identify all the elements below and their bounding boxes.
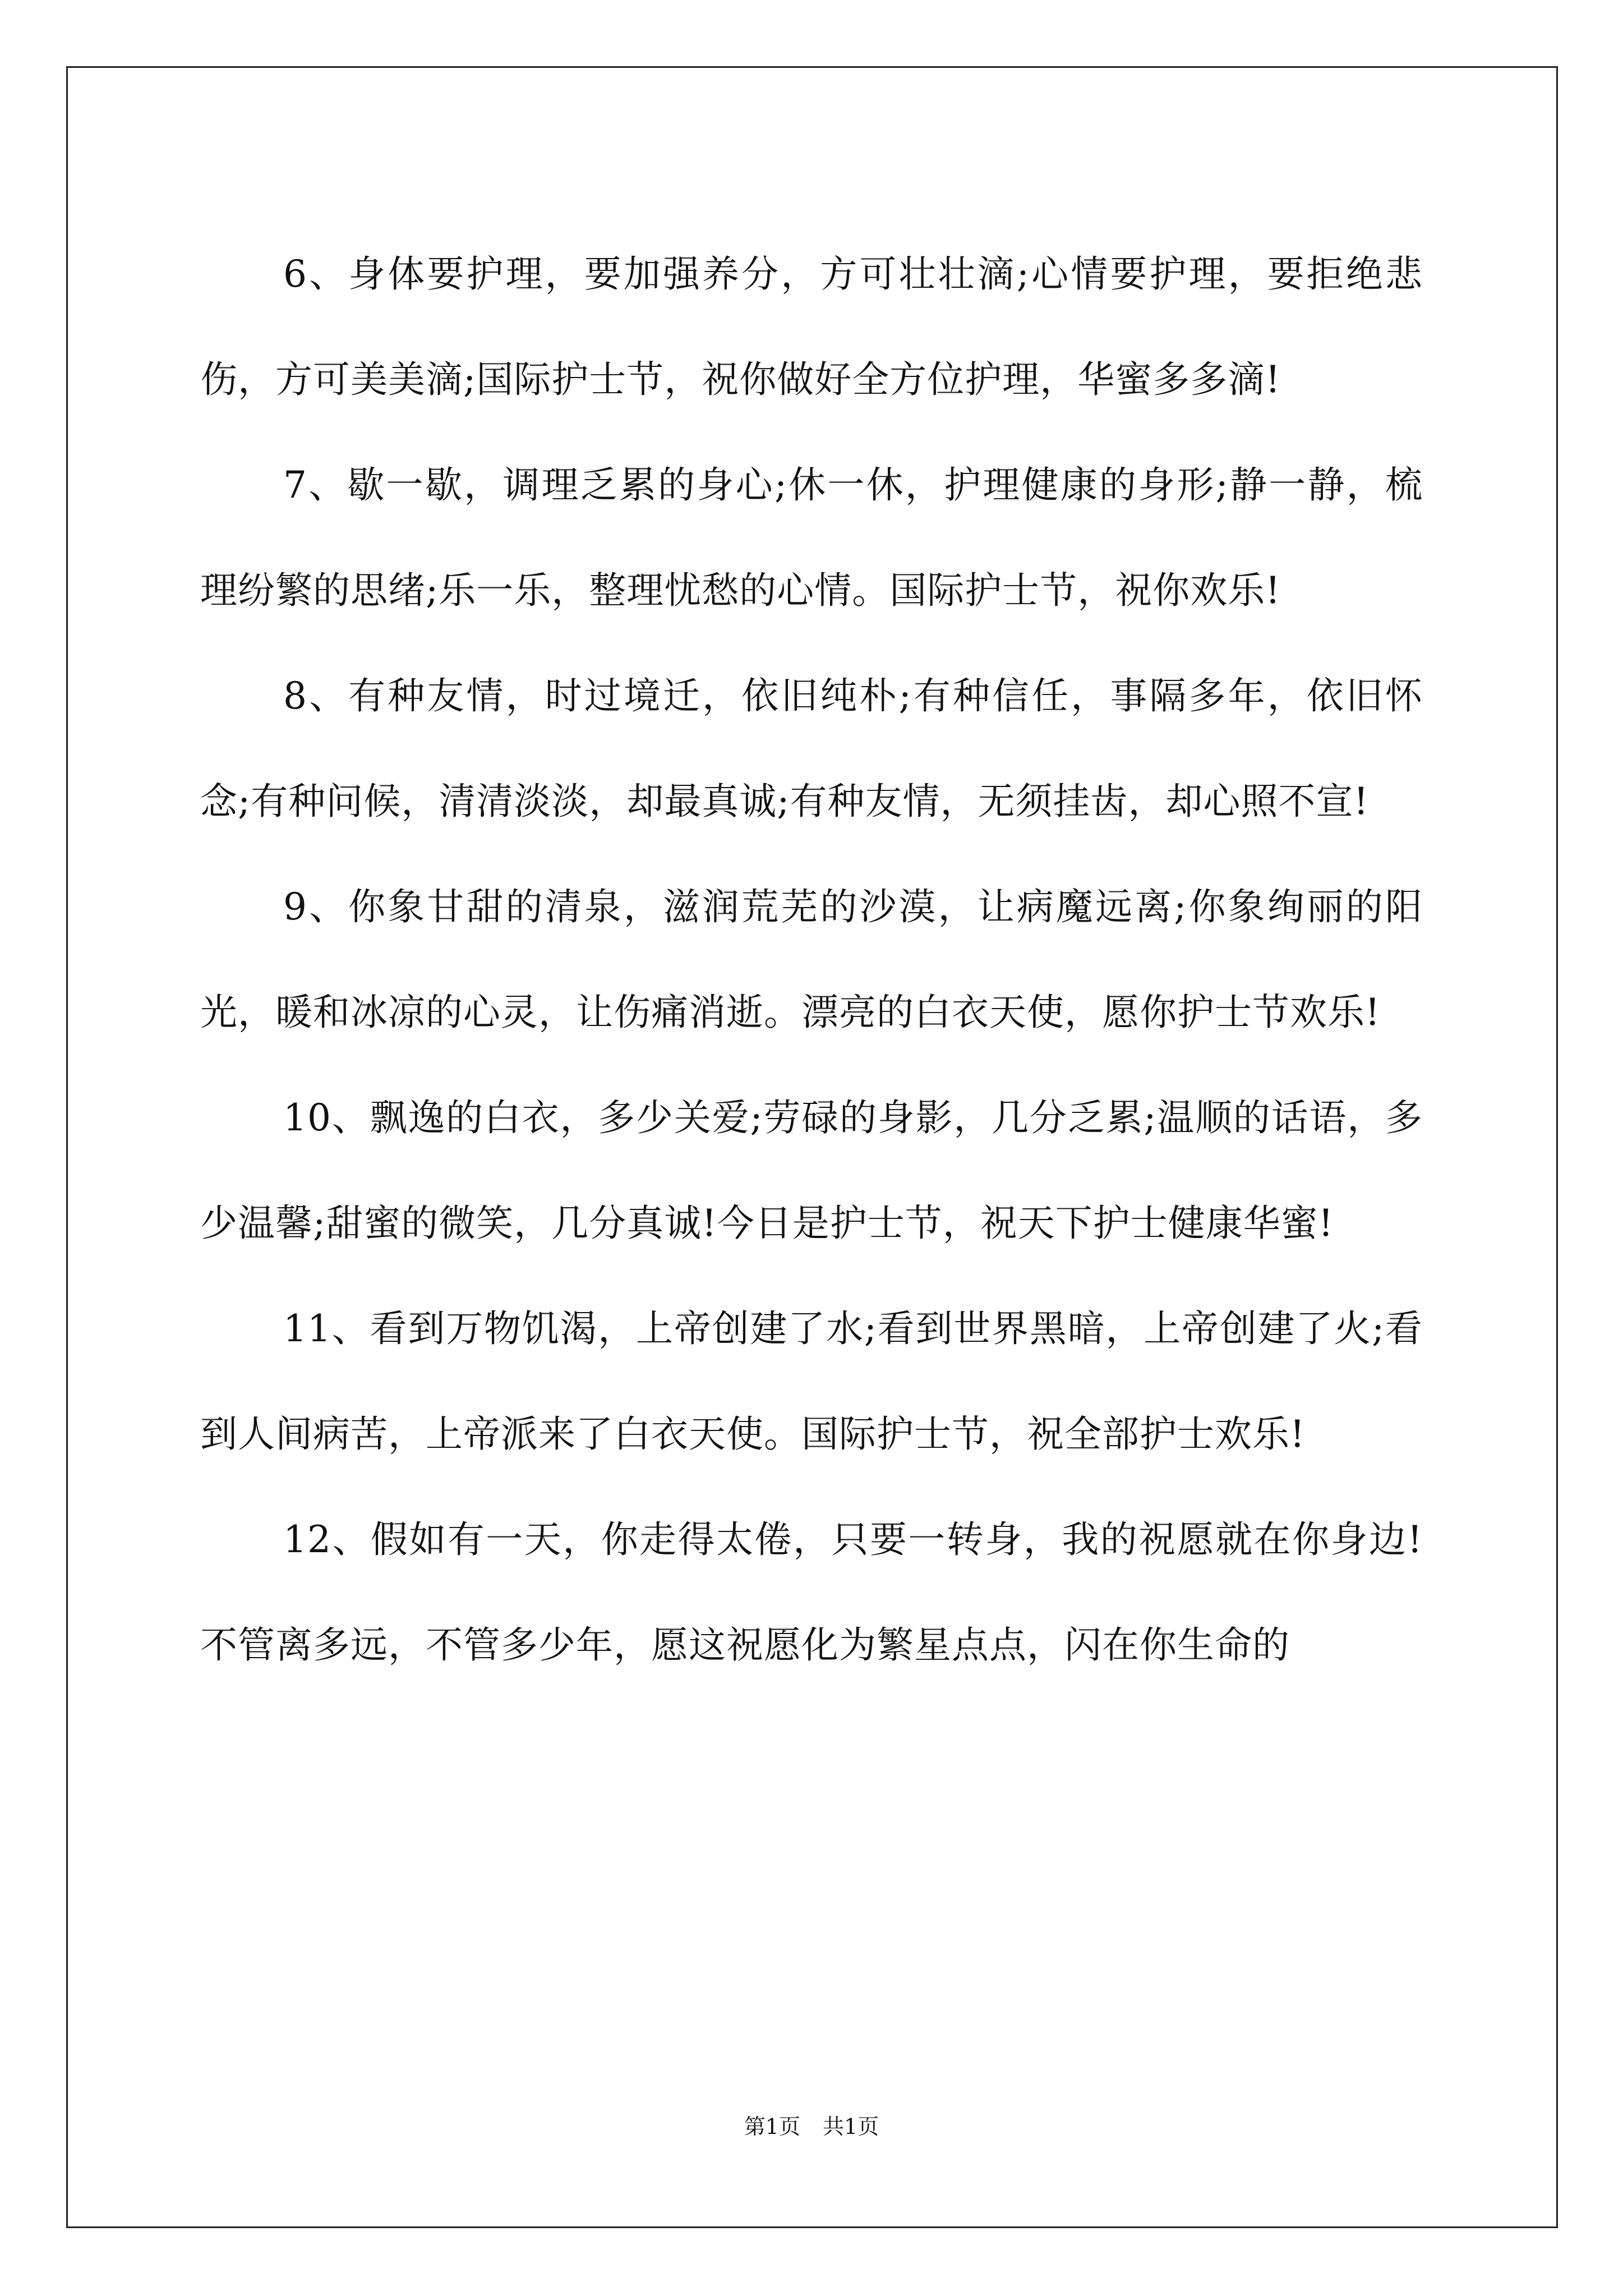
paragraph-10: 10、飘逸的白衣，多少关爱;劳碌的身影，几分乏累;温顺的话语，多少温馨;甜蜜的微笑，几分真诚!今日是护士节，祝天下护士健康华蜜! bbox=[200, 1096, 1423, 1245]
paragraph-6: 6、身体要护理，要加强养分，方可壮壮滴;心情要护理，要拒绝悲伤，方可美美滴;国际护士节，祝你做好全方位护理，华蜜多多滴! bbox=[200, 252, 1423, 401]
document-body bbox=[200, 222, 1423, 1698]
paragraph-11: 11、看到万物饥渴，上帝创建了水;看到世界黑暗，上帝创建了火;看到人间病苦，上帝派来了白衣天使。国际护士节，祝全部护士欢乐! bbox=[200, 1307, 1423, 1456]
total-pages-label: 共1页 bbox=[823, 2114, 879, 2139]
paragraph-7: 7、歇一歇，调理乏累的身心;休一休，护理健康的身形;静一静，梳理纷繁的思绪;乐一乐，整理忧愁的心情。国际护士节，祝你欢乐! bbox=[200, 463, 1423, 612]
paragraph-9: 9、你象甘甜的清泉，滋润荒芜的沙漠，让病魔远离;你象绚丽的阳光，暖和冰凉的心灵，让伤痛消逝。漂亮的白衣天使，愿你护士节欢乐! bbox=[200, 885, 1423, 1034]
paragraph-8: 8、有种友情，时过境迁，依旧纯朴;有种信任，事隔多年，依旧怀念;有种问候，清清淡淡，却最真诚;有种友情，无须挂齿，却心照不宣! bbox=[200, 674, 1423, 823]
page-footer bbox=[0, 2109, 1623, 2140]
paragraph-12: 12、假如有一天，你走得太倦，只要一转身，我的祝愿就在你身边!不管离多远，不管多少年，愿这祝愿化为繁星点点，闪在你生命的 bbox=[200, 1518, 1423, 1667]
current-page-label: 第1页 bbox=[744, 2114, 800, 2139]
